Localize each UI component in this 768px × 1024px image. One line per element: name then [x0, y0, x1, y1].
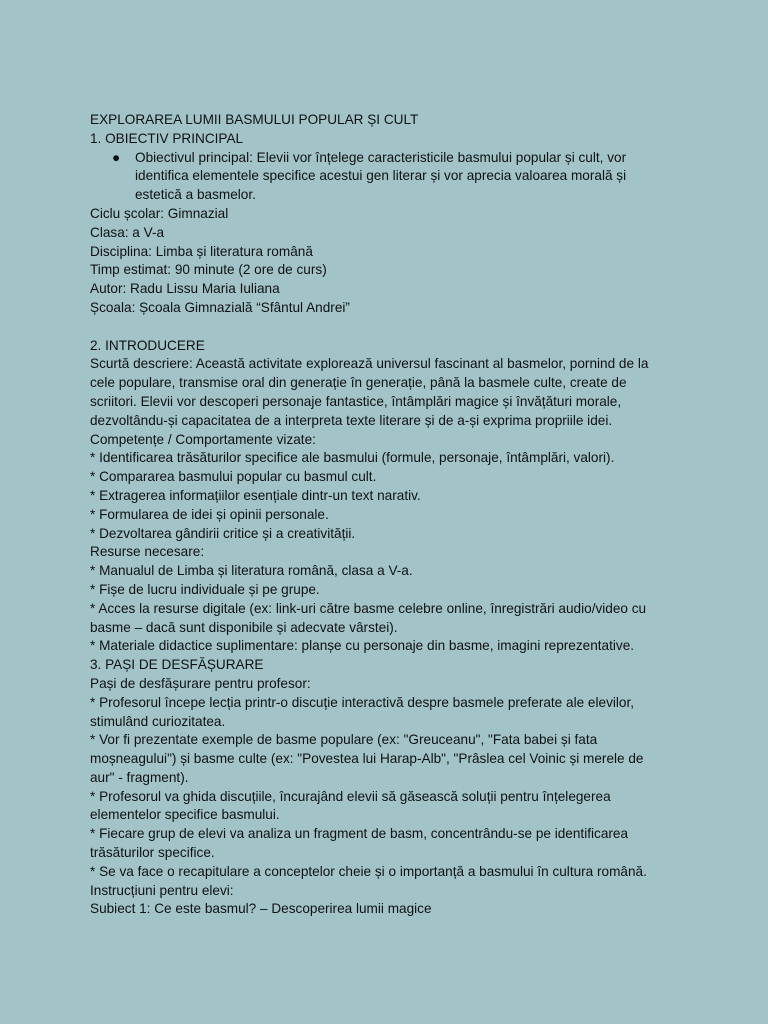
subject-1-title: Subiect 1: Ce este basmul? – Descoperirea lumii magice — [90, 901, 432, 917]
resource-item: * Materiale didactice suplimentare: planșe cu personaje din basme, imagini reprezentative. — [90, 638, 635, 654]
objective-bullet — [90, 149, 690, 205]
step-item: * Profesorul începe lecția printr-o discuție interactivă despre basmele preferate ale elevilor, — [90, 694, 635, 710]
competence-item: * Dezvoltarea gândirii critice și a creativității. — [90, 525, 356, 541]
meta-discipline: Disciplina: Limba și literatura română — [90, 243, 313, 259]
intro-line: scriitori. Elevii vor descoperi personaje fantastice, întâmplări magice și învățături morale, — [90, 393, 622, 409]
step-item-cont: elementelor specifice basmului. — [90, 807, 280, 823]
bullet-line: Obiectivul principal: Elevii vor înțelege caracteristicile basmului popular și cult, vor — [135, 149, 627, 165]
steps-label: Pași de desfășurare pentru profesor: — [90, 675, 311, 691]
step-item-cont: stimulând curiozitatea. — [90, 713, 226, 729]
resource-item: * Acces la resurse digitale (ex: link-uri către basme celebre online, înregistrări audio/video cu — [90, 600, 647, 616]
step-item: * Fiecare grup de elevi va analiza un fragment de basm, concentrându-se pe identificarea — [90, 826, 629, 842]
step-item: * Vor fi prezentate exemple de basme populare (ex: "Greuceanu", "Fata babei și fata — [90, 732, 598, 748]
student-instructions-label: Instrucțiuni pentru elevi: — [90, 882, 234, 898]
intro-line: cele populare, transmise oral din generație în generație, până la basmele culte, create de — [90, 375, 627, 391]
step-item-cont: moșneagului") și basme culte (ex: "Povestea lui Harap-Alb", "Prâslea cel Voinic și merele de — [90, 751, 644, 767]
document-title: EXPLORAREA LUMII BASMULUI POPULAR ȘI CULT — [90, 112, 419, 127]
section-3-heading: 3. PAȘI DE DESFĂȘURARE — [90, 657, 264, 673]
competence-item: * Extragerea informațiilor esențiale dintr-un text narativ. — [90, 487, 421, 503]
competence-item: * Formularea de idei și opinii personale. — [90, 506, 329, 522]
bullet-icon: ● — [112, 149, 121, 165]
intro-line: dezvoltându-și capacitatea de a interpreta texte literare și de a-și exprima propriile idei. — [90, 412, 613, 428]
meta-author: Autor: Radu Lissu Maria Iuliana — [90, 281, 280, 297]
meta-school: Școala: Școala Gimnazială “Sfântul Andrei” — [90, 299, 350, 315]
step-item: * Se va face o recapitulare a conceptelor cheie și o importanță a basmului în cultura română. — [90, 863, 647, 879]
step-item-cont: aur" - fragment). — [90, 769, 189, 785]
competences-label: Competențe / Comportamente vizate: — [90, 431, 316, 447]
step-item: * Profesorul va ghida discuțiile, încurajând elevii să găsească soluții pentru înțelegerea — [90, 788, 611, 804]
competence-item: * Identificarea trăsăturilor specifice ale basmului (formule, personaje, întâmplări, valori). — [90, 450, 615, 466]
intro-line: Scurtă descriere: Această activitate explorează universul fascinant al basmelor, pornind de la — [90, 356, 649, 372]
bullet-line: estetică a basmelor. — [135, 187, 256, 203]
resource-item-cont: basme – dacă sunt disponibile și adecvate vârstei). — [90, 619, 398, 635]
bullet-line: identifica elementele specifice acestui gen literar și vor aprecia valoarea morală și — [135, 168, 627, 184]
document-body — [90, 111, 690, 919]
section-1-heading: 1. OBIECTIV PRINCIPAL — [90, 130, 244, 146]
meta-class: Clasa: a V-a — [90, 224, 165, 240]
section-2-heading: 2. INTRODUCERE — [90, 337, 205, 353]
resources-label: Resurse necesare: — [90, 544, 205, 560]
step-item-cont: trăsăturilor specifice. — [90, 845, 215, 861]
resource-item: * Fișe de lucru individuale și pe grupe. — [90, 581, 320, 597]
competence-item: * Compararea basmului popular cu basmul cult. — [90, 469, 377, 485]
resource-item: * Manualul de Limba și literatura română, clasa a V-a. — [90, 563, 413, 579]
spacer — [90, 318, 690, 337]
meta-cycle: Ciclu școlar: Gimnazial — [90, 205, 229, 221]
meta-time: Timp estimat: 90 minute (2 ore de curs) — [90, 262, 327, 278]
